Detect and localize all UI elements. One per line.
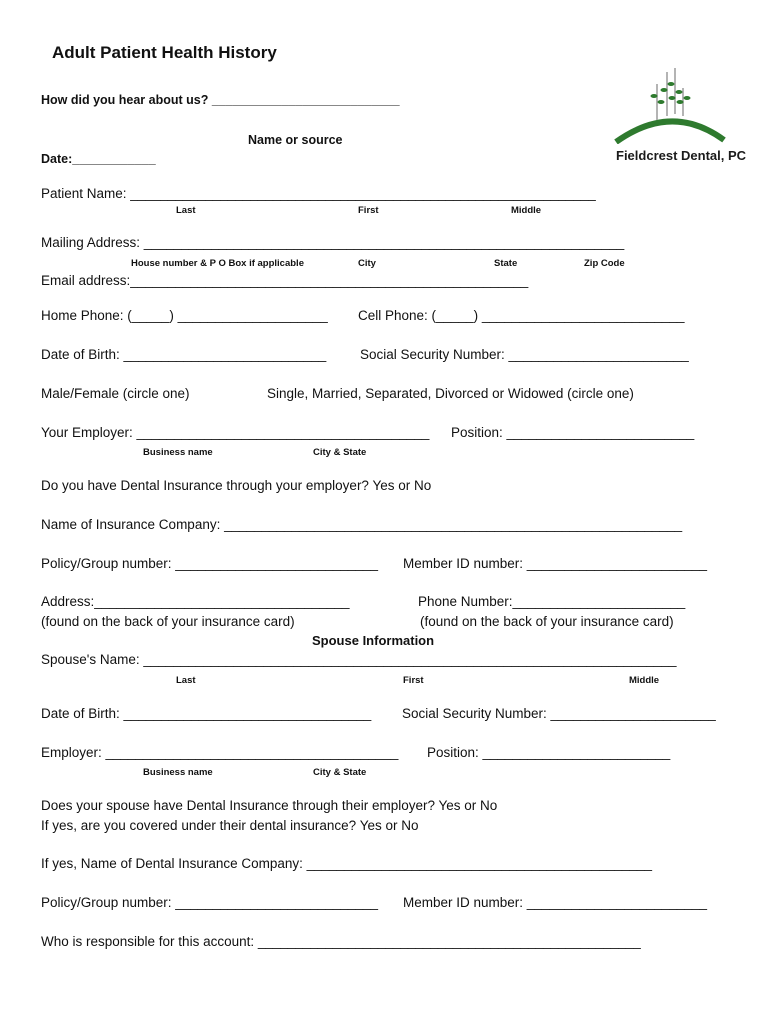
practice-name: Fieldcrest Dental, PC bbox=[616, 148, 747, 163]
toothbrush-sprouts-logo-icon bbox=[612, 62, 732, 144]
spouse-middle-caption: Middle bbox=[629, 675, 660, 686]
practice-logo bbox=[612, 62, 747, 170]
spouse-name-field[interactable]: Spouse's Name: _______________________________________________________________________ bbox=[41, 652, 677, 667]
city-state-caption: City & State bbox=[313, 447, 367, 458]
position-field[interactable]: Position: _________________________ bbox=[451, 425, 695, 440]
insurance-phone-field[interactable]: Phone Number:_______________________ bbox=[418, 594, 686, 609]
name-or-source-caption: Name or source bbox=[248, 133, 343, 147]
employer-field[interactable]: Your Employer: _______________________________________ bbox=[41, 425, 430, 440]
zip-code-caption: Zip Code bbox=[584, 258, 625, 269]
member-id-field[interactable]: Member ID number: ________________________ bbox=[403, 556, 707, 571]
spouse-section-heading: Spouse Information bbox=[312, 633, 435, 648]
policy-group-field[interactable]: Policy/Group number: ___________________________ bbox=[41, 556, 379, 571]
patient-last-caption: Last bbox=[176, 205, 196, 216]
spouse-dob-field[interactable]: Date of Birth: _________________________________ bbox=[41, 706, 372, 721]
spouse-last-caption: Last bbox=[176, 675, 196, 686]
spouse-ssn-field[interactable]: Social Security Number: ______________________ bbox=[402, 706, 716, 721]
spouse-member-id-field[interactable]: Member ID number: ________________________ bbox=[403, 895, 707, 910]
address-note: (found on the back of your insurance card) bbox=[41, 614, 295, 629]
date-of-birth-field[interactable]: Date of Birth: ___________________________ bbox=[41, 347, 327, 362]
patient-middle-caption: Middle bbox=[511, 205, 542, 216]
spouse-city-state-caption: City & State bbox=[313, 767, 367, 778]
date-field[interactable]: Date:____________ bbox=[41, 152, 156, 166]
insurance-company-field[interactable]: Name of Insurance Company: _____________________________________________________________ bbox=[41, 517, 683, 532]
mailing-address-field[interactable]: Mailing Address: ________________________________________________________________ bbox=[41, 235, 625, 250]
dental-insurance-question[interactable]: Do you have Dental Insurance through your employer? Yes or No bbox=[41, 478, 432, 493]
patient-name-field[interactable]: Patient Name: ______________________________________________________________ bbox=[41, 186, 596, 201]
phone-note: (found on the back of your insurance card) bbox=[420, 614, 674, 629]
state-caption: State bbox=[494, 258, 518, 269]
marital-status-field[interactable]: Single, Married, Separated, Divorced or Widowed (circle one) bbox=[267, 386, 634, 401]
home-phone-field[interactable]: Home Phone: (_____) ____________________ bbox=[41, 308, 328, 323]
city-caption: City bbox=[358, 258, 376, 269]
spouse-insurance-company-field[interactable]: If yes, Name of Dental Insurance Company: ______________________________________________ bbox=[41, 856, 652, 871]
spouse-first-caption: First bbox=[403, 675, 424, 686]
business-name-caption: Business name bbox=[143, 447, 213, 458]
cell-phone-field[interactable]: Cell Phone: (_____) ___________________________ bbox=[358, 308, 685, 323]
email-address-field[interactable]: Email address:_____________________________________________________ bbox=[41, 273, 529, 288]
spouse-employer-field[interactable]: Employer: _______________________________________ bbox=[41, 745, 399, 760]
spouse-insurance-question[interactable]: Does your spouse have Dental Insurance through their employer? Yes or No bbox=[41, 798, 498, 813]
spouse-policy-group-field[interactable]: Policy/Group number: ___________________________ bbox=[41, 895, 379, 910]
hear-about-us-field[interactable]: How did you hear about us? ___________________________ bbox=[41, 93, 400, 107]
form-title: Adult Patient Health History bbox=[52, 43, 277, 62]
spouse-business-name-caption: Business name bbox=[143, 767, 213, 778]
patient-first-caption: First bbox=[358, 205, 379, 216]
responsible-party-field[interactable]: Who is responsible for this account: ___________________________________________________ bbox=[41, 934, 641, 949]
house-number-caption: House number & P O Box if applicable bbox=[131, 258, 304, 269]
covered-question[interactable]: If yes, are you covered under their dental insurance? Yes or No bbox=[41, 818, 419, 833]
gender-field[interactable]: Male/Female (circle one) bbox=[41, 386, 190, 401]
spouse-position-field[interactable]: Position: _________________________ bbox=[427, 745, 671, 760]
ssn-field[interactable]: Social Security Number: ________________________ bbox=[360, 347, 689, 362]
insurance-address-field[interactable]: Address:__________________________________ bbox=[41, 594, 350, 609]
